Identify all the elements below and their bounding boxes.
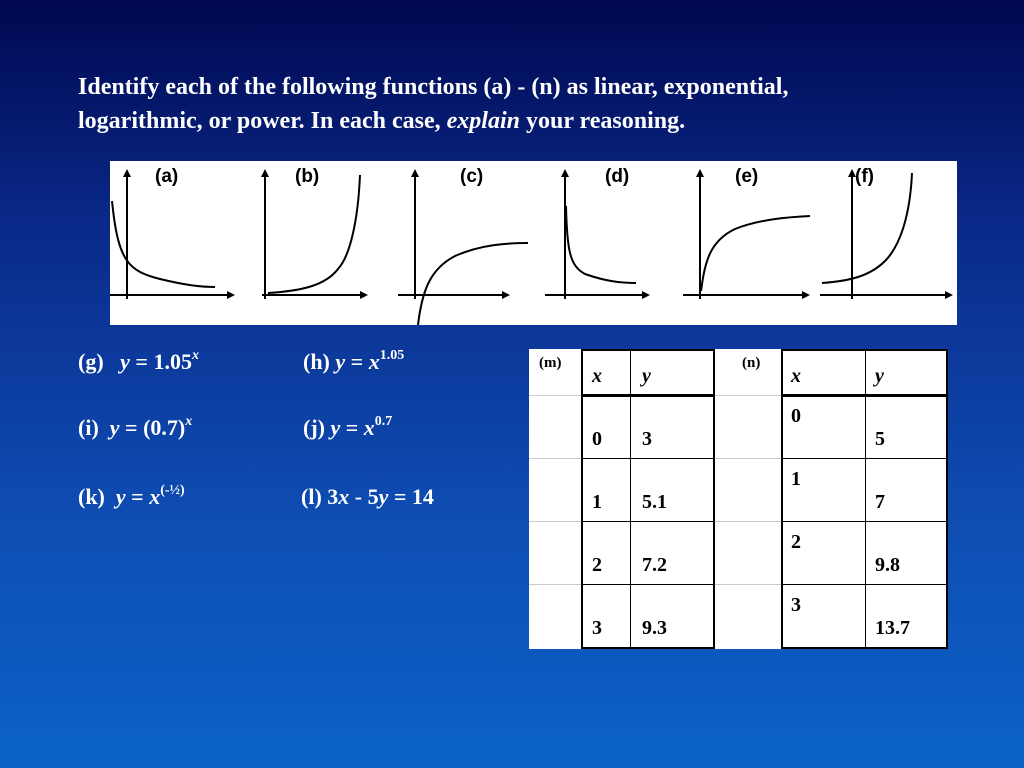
x-axis-arrow-icon [802,291,810,299]
cell-y: 9.8 [875,554,900,576]
graph-d [545,166,650,299]
row-separator [529,584,581,585]
equation-l [301,484,434,510]
graph-label: (e) [735,166,759,187]
cell-y: 7 [875,491,885,513]
eq-base: x [368,349,380,374]
eq-text: = [345,349,369,374]
instructions-line-1: Identify each of the following functions (a) - (n) as linear, exponential, [78,74,789,100]
eq-exponent: 0.7 [374,414,393,429]
cell-x: 3 [791,594,801,616]
row-separator [715,521,781,522]
eq-var: y [120,349,130,374]
row-separator [715,395,781,396]
cell-x: 0 [592,428,602,450]
graph-f [820,166,953,299]
cell-y: 7.2 [642,554,667,576]
x-axis-arrow-icon [642,291,650,299]
row-separator [529,395,581,396]
equation-h [303,349,404,375]
y-axis-arrow-icon [123,169,131,177]
graphs-panel [110,161,957,325]
row-rule [581,458,715,459]
eq-base: x [149,484,161,509]
eq-text: = [125,484,150,509]
x-axis-arrow-icon [360,291,368,299]
eq-exponent: 1.05 [379,348,405,363]
equation-g [78,349,199,375]
cell-y: 3 [642,428,652,450]
function-curve [418,243,528,325]
header-y: y [875,365,884,387]
function-curve [268,175,360,293]
row-separator [529,521,581,522]
row-separator [715,458,781,459]
instructions-line-2 [78,104,958,138]
cell-x: 2 [592,554,602,576]
eq-exponent: x [191,348,199,363]
cell-x: 1 [592,491,602,513]
function-curve [701,216,810,291]
table-n [715,349,948,649]
equation-i [78,415,192,441]
row-separator [529,458,581,459]
table-m [529,349,715,649]
instructions-text: logarithmic, or power. In each case, [78,108,447,134]
eq-text-end: = 14 [388,484,434,509]
equation-j [303,415,392,441]
instructions-emphasis: explain [446,108,520,134]
eq-tag: (k) [78,484,105,509]
x-axis-arrow-icon [227,291,235,299]
table-label: (m) [539,355,562,371]
cell-y: 5 [875,428,885,450]
graph-label: (b) [295,166,320,187]
eq-base: x [363,415,375,440]
graph-label: (f) [855,166,874,187]
cell-y: 5.1 [642,491,667,513]
instructions [78,70,958,138]
eq-var: y [115,484,126,509]
y-axis-arrow-icon [411,169,419,177]
cell-y: 13.7 [875,617,910,639]
graph-label: (a) [155,166,179,187]
header-y: y [642,365,651,387]
eq-text: = (0.7) [119,415,186,440]
cell-y: 9.3 [642,617,667,639]
y-axis-arrow-icon [261,169,269,177]
eq-tag: (h) [303,349,330,374]
graphs-figure [110,161,957,325]
column-rule [865,349,866,649]
table-label: (n) [742,355,761,371]
cell-x: 3 [592,617,602,639]
eq-exponent: x [185,414,193,429]
y-axis-arrow-icon [696,169,704,177]
eq-var-y: y [378,484,389,509]
function-curve [566,206,636,283]
graph-a [110,166,235,299]
graph-b [261,166,368,299]
eq-tag: (j) [303,415,325,440]
function-curve [822,173,912,283]
row-rule [581,584,715,585]
eq-exponent: (-½) [160,483,185,498]
graph-label: (d) [605,166,630,187]
row-separator [715,584,781,585]
x-axis-arrow-icon [945,291,953,299]
graph-label: (c) [460,166,484,187]
eq-var-x: x [338,484,350,509]
eq-var: y [330,415,341,440]
equation-k [78,484,185,510]
eq-tag: (l) 3 [301,484,339,509]
row-rule [581,521,715,522]
eq-text: = [340,415,364,440]
header-rule [581,394,715,397]
eq-var: y [335,349,346,374]
cell-x: 2 [791,531,801,553]
cell-x: 0 [791,405,801,427]
graph-c [398,166,528,325]
header-x: x [592,365,602,387]
column-rule [630,349,631,649]
instructions-text-end: your reasoning. [519,108,686,134]
eq-tag: (i) [78,415,99,440]
eq-tag: (g) [78,349,104,374]
cell-x: 1 [791,468,801,490]
header-x: x [791,365,801,387]
graph-e [683,166,810,299]
x-axis-arrow-icon [502,291,510,299]
eq-text: - 5 [349,484,379,509]
y-axis-arrow-icon [561,169,569,177]
eq-var: y [109,415,120,440]
eq-text: = 1.05 [129,349,192,374]
